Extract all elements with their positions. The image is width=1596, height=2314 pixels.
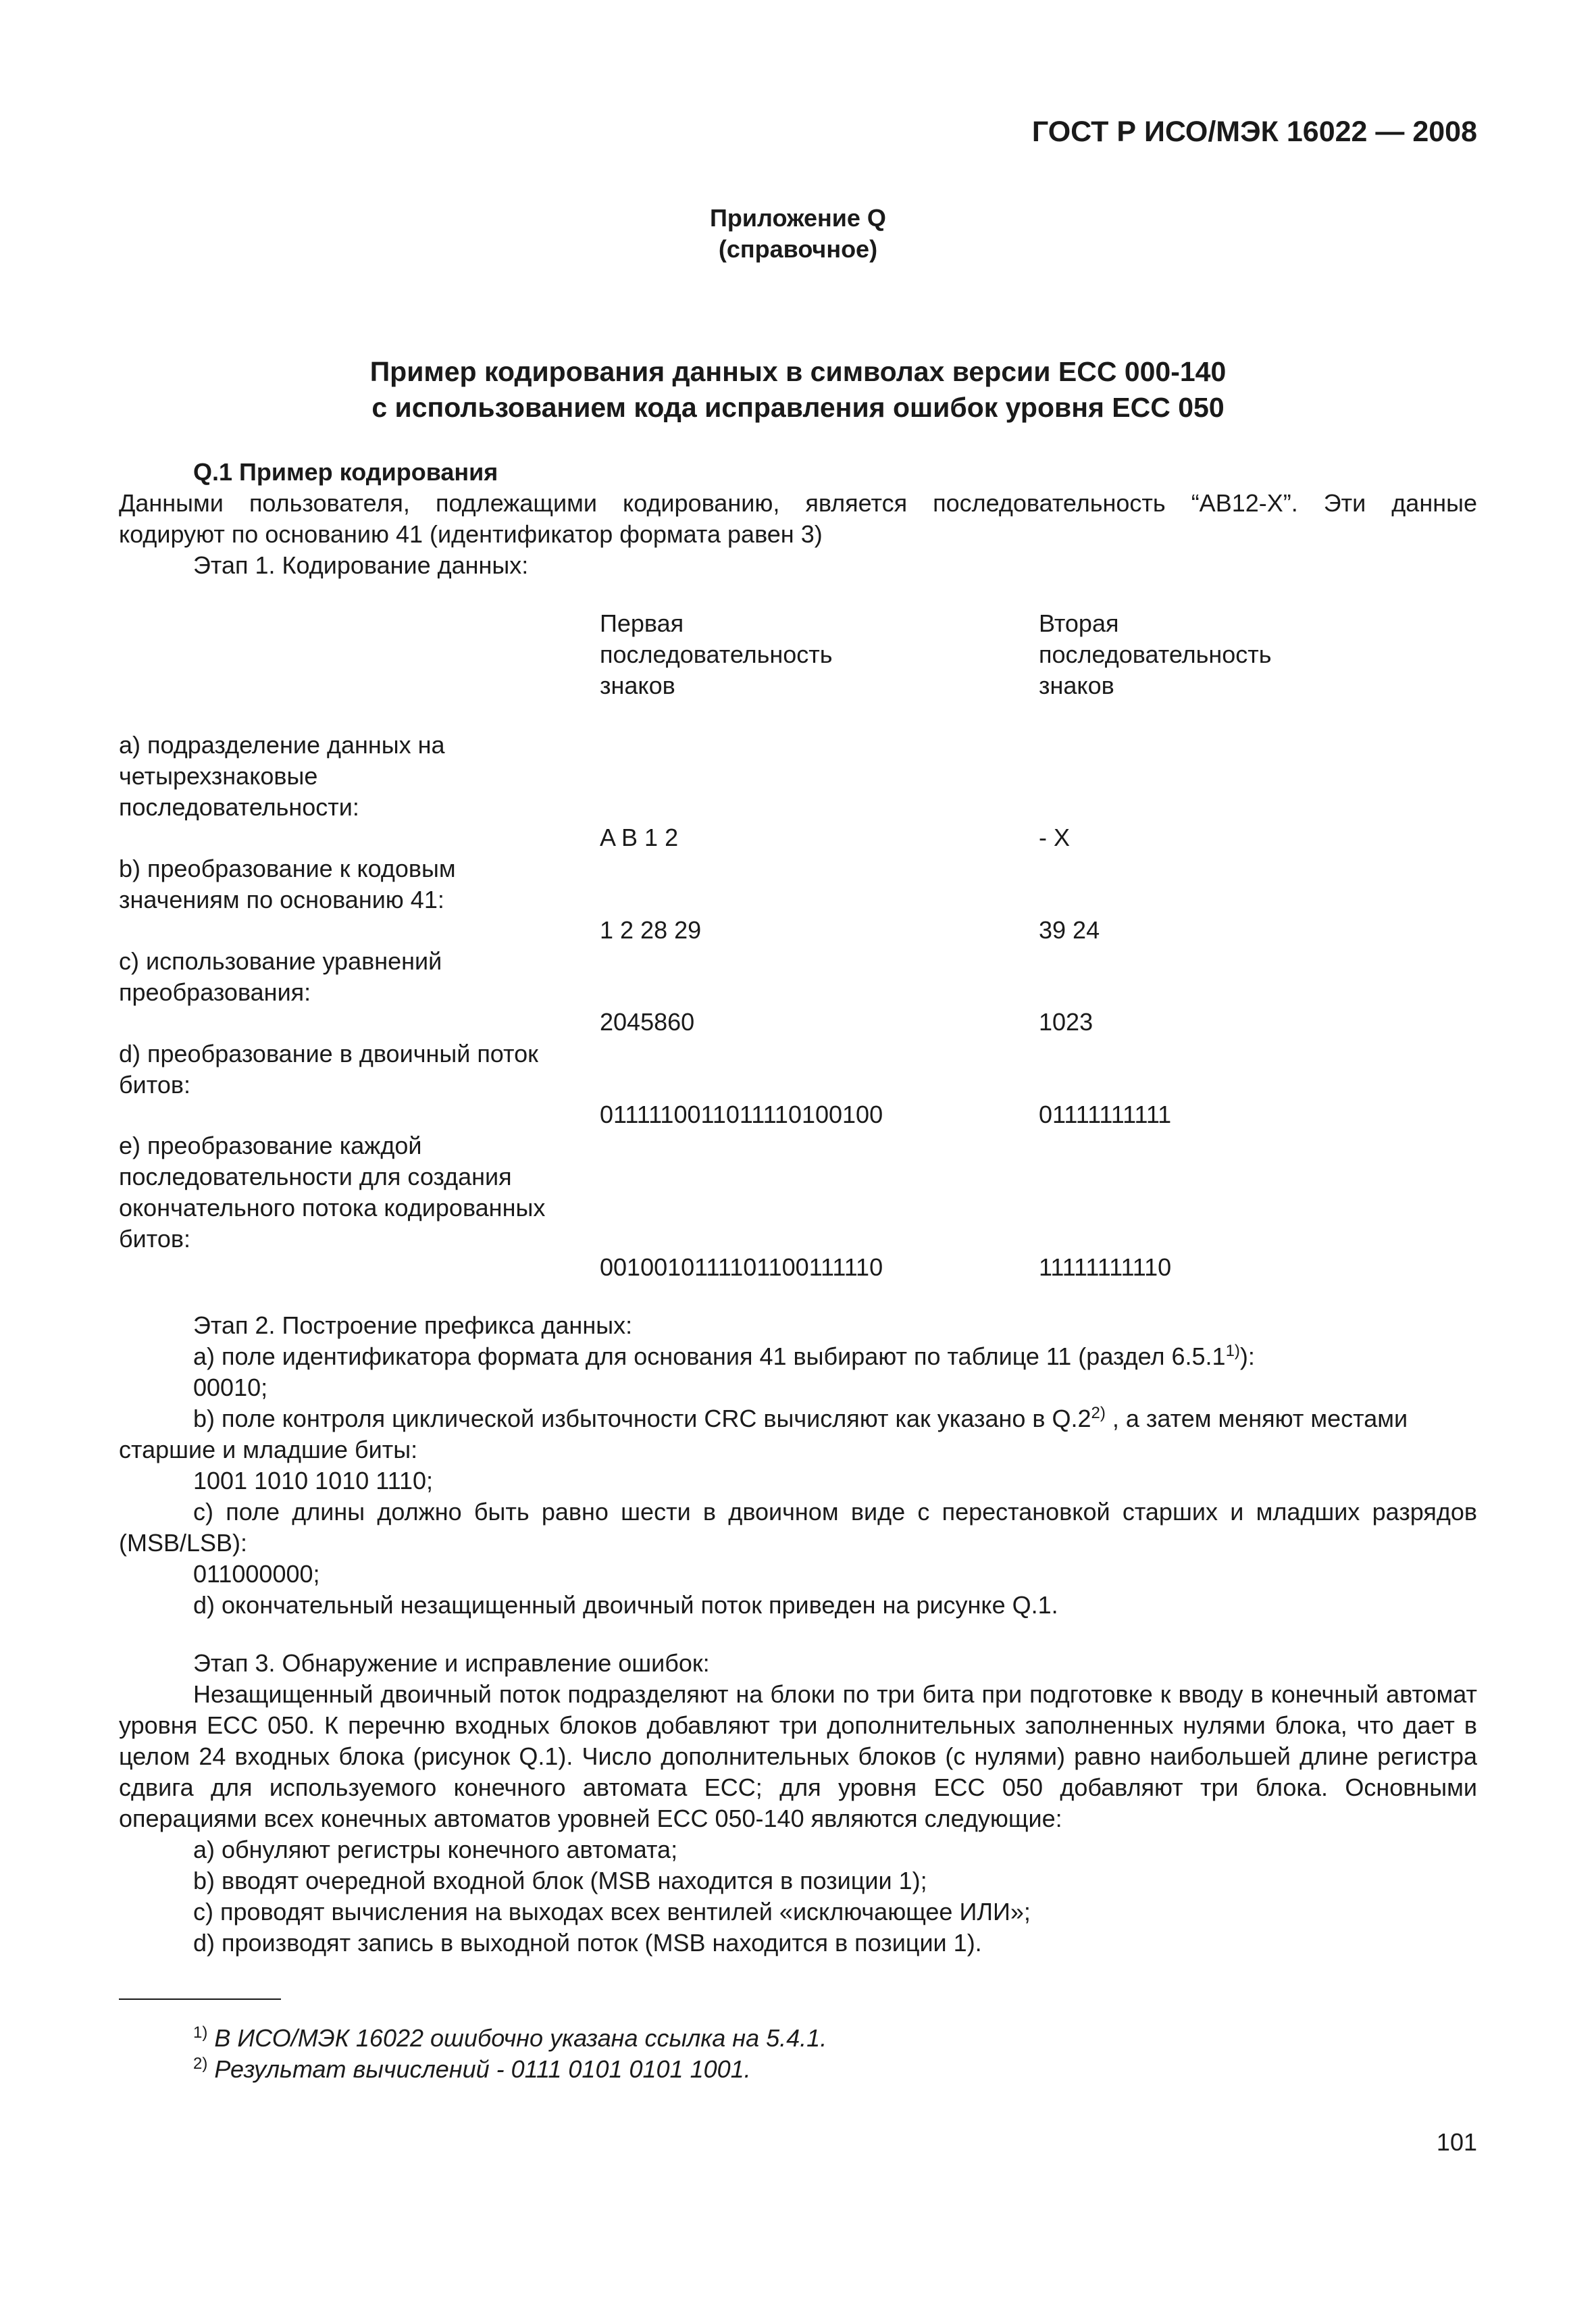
- table-row-b-value-2: 39 24: [1039, 916, 1100, 944]
- step-2-item-b-end: , а затем меняют местами: [1105, 1405, 1408, 1432]
- step-2-item-c-value: 011000000;: [193, 1560, 320, 1588]
- step-2-item-b-cont: старшие и младшие биты:: [119, 1436, 418, 1463]
- step-3-title: Этап 3. Обнаружение и исправление ошибок:: [193, 1649, 710, 1677]
- col1-header-line-1: Первая: [600, 609, 684, 637]
- table-row-a-value-2: - X: [1039, 824, 1071, 851]
- table-row-a-value-1: A B 1 2: [600, 824, 679, 851]
- step-3-paragraph: Незащищенный двоичный поток подразделяют на блоки по три бита при подготовке к вводу в конечный автомат уровня ЕСС 050. К перечню входных блоков добавляют три дополнительных заполненных нулями блока, что дает в целом 24 входных блока (рисунок Q.1). Число дополнительных блоков (с нулями) равно наибольшей длине регистра сдвига для используемого конечного автомата ЕСС; для уровня ЕСС 050 добавляют три блока. Основными операциями всех конечных автоматов уровней ЕСС 050-140 являются следующие:: [119, 1680, 1477, 1832]
- annex-label: Приложение Q: [710, 204, 886, 232]
- step-2-item-a-value: 00010;: [193, 1374, 268, 1401]
- table-row-d-value-2: 01111111111: [1039, 1101, 1172, 1128]
- footnote-1: [193, 2023, 827, 2054]
- table-row-e-value-2: 11111111110: [1039, 1253, 1172, 1281]
- intro-line-2: кодируют по основанию 41 (идентификатор формата равен 3): [119, 520, 823, 548]
- col2-header-line-2: последовательность: [1039, 640, 1272, 668]
- step-2-item-b-value: 1001 1010 1010 1110;: [193, 1467, 434, 1494]
- table-row-d-value-1: 0111110011011110100100: [600, 1101, 883, 1128]
- annex-type: (справочное): [718, 235, 878, 263]
- table-row-label-e: e) преобразование каждой последовательности для создания окончательного потока кодированных битов:: [119, 1132, 546, 1253]
- footnote-divider: [119, 1998, 281, 2000]
- table-row-label-a: a) подразделение данных на четырехзнаковые последовательности:: [119, 731, 445, 821]
- step-2-item-a-end: ):: [1239, 1342, 1255, 1370]
- footnote-2-text: Результат вычислений - 0111 0101 0101 1001.: [214, 2055, 751, 2083]
- step-2-item-b: [193, 1403, 1408, 1434]
- step-2-item-b-text: b) поле контроля циклической избыточности CRC вычисляют как указано в Q.2: [193, 1405, 1091, 1432]
- footnote-1-mark: 1): [193, 2023, 208, 2042]
- col2-header-line-3: знаков: [1039, 672, 1114, 699]
- table-row-label-c: c) использование уравнений преобразования:: [119, 947, 442, 1006]
- table-row-b-value-1: 1 2 28 29: [600, 916, 702, 944]
- step-1-title: Этап 1. Кодирование данных:: [193, 551, 529, 579]
- table-row-label-b: b) преобразование к кодовым значениям по основанию 41:: [119, 855, 456, 913]
- title-line-1: Пример кодирования данных в символах версии ЕСС 000-140: [369, 356, 1227, 387]
- step-2-item-c: c) поле длины должно быть равно шести в двоичном виде с перестановкой старших и младших разрядов: [193, 1498, 1477, 1526]
- col1-header-line-2: последовательность: [600, 640, 833, 668]
- footnote-2: [193, 2054, 751, 2085]
- footnote-ref-1: 1): [1225, 1342, 1240, 1360]
- step-2-item-a-text: a) поле идентификатора формата для основания 41 выбирают по таблице 11 (раздел 6.5.1: [193, 1342, 1226, 1370]
- table-row-label-d: d) преобразование в двоичный поток битов:: [119, 1040, 538, 1099]
- footnote-1-text: В ИСО/МЭК 16022 ошибочно указана ссылка на 5.4.1.: [214, 2024, 827, 2052]
- step-3-item-a: a) обнуляют регистры конечного автомата;: [193, 1836, 678, 1863]
- step-3-item-d: d) производят запись в выходной поток (MSB находится в позиции 1).: [193, 1929, 982, 1957]
- step-2-item-d: d) окончательный незащищенный двоичный поток приведен на рисунке Q.1.: [193, 1591, 1058, 1619]
- footnote-ref-2: 2): [1091, 1404, 1106, 1422]
- col2-header-line-1: Вторая: [1039, 609, 1119, 637]
- step-3-item-b: b) вводят очередной входной блок (MSB находится в позиции 1);: [193, 1867, 927, 1894]
- table-row-c-value-1: 2045860: [600, 1008, 695, 1036]
- footnote-2-mark: 2): [193, 2055, 208, 2073]
- document-header: ГОСТ Р ИСО/МЭК 16022 — 2008: [1031, 116, 1477, 148]
- step-3-item-c: c) проводят вычисления на выходах всех вентилей «исключающее ИЛИ»;: [193, 1898, 1031, 1926]
- step-2-title: Этап 2. Построение префикса данных:: [193, 1311, 633, 1339]
- section-heading: Q.1 Пример кодирования: [193, 458, 498, 486]
- table-row-c-value-2: 1023: [1039, 1008, 1093, 1036]
- page-number: 101: [1436, 2128, 1477, 2156]
- title-line-2: с использованием кода исправления ошибок уровня ЕСС 050: [371, 392, 1225, 423]
- col1-header-line-3: знаков: [600, 672, 675, 699]
- intro-line-1: Данными пользователя, подлежащими кодированию, является последовательность “АВ12-Х”. Эти данные: [119, 489, 1477, 517]
- table-row-e-value-1: 0010010111101100111110: [600, 1253, 883, 1281]
- step-2-item-c-cont: (MSB/LSB):: [119, 1529, 248, 1557]
- step-2-item-a: [193, 1341, 1255, 1372]
